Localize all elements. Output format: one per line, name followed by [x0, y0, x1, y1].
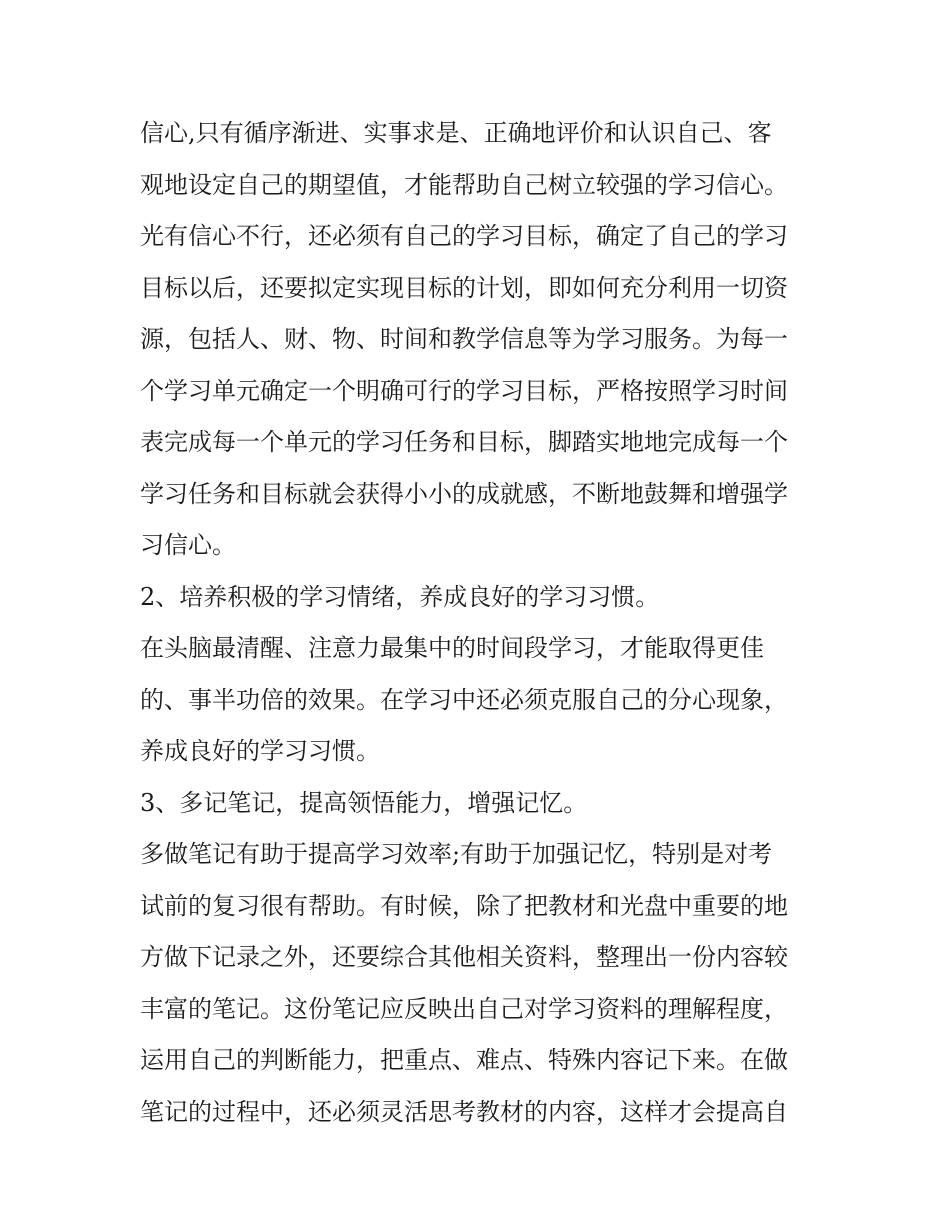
- text-line: 多做笔记有助于提高学习效率;有助于加强记忆，特别是对考: [140, 840, 773, 868]
- text-line: 方做下记录之外，还要综合其他相关资料，整理出一份内容较: [140, 943, 788, 971]
- text-line: 丰富的笔记。这份笔记应反映出自己对学习资料的理解程度，: [140, 994, 788, 1023]
- text-line: 观地设定自己的期望值，才能帮助自己树立较强的学习信心。: [140, 170, 788, 199]
- text-line: 运用自己的判断能力，把重点、难点、特殊内容记下来。在做: [140, 1046, 788, 1074]
- text-line: 习信心。: [140, 531, 236, 559]
- text-line: 笔记的过程中，还必须灵活思考教材的内容，这样才会提高自: [140, 1097, 788, 1126]
- text-line: 表完成每一个单元的学习任务和目标，脚踏实地地完成每一个: [140, 428, 788, 456]
- text-line: 光有信心不行，还必须有自己的学习目标，确定了自己的学习: [140, 222, 788, 250]
- text-line: 在头脑最清醒、注意力最集中的时间段学习，才能取得更佳: [140, 634, 764, 662]
- text-line: 学习任务和目标就会获得小小的成就感，不断地鼓舞和增强学: [140, 479, 788, 508]
- section-heading: 3、多记笔记，提高领悟能力，增强记忆。: [140, 788, 588, 817]
- section-heading: 2、培养积极的学习情绪，养成良好的学习习惯。: [140, 582, 660, 611]
- text-line: 的、事半功倍的效果。在学习中还必须克服自己的分心现象，: [140, 685, 788, 714]
- text-line: 试前的复习很有帮助。有时候，除了把教材和光盘中重要的地: [140, 891, 788, 920]
- text-line: 目标以后，还要拟定实现目标的计划，即如何充分利用一切资: [140, 273, 788, 302]
- text-line: 个学习单元确定一个明确可行的学习目标，严格按照学习时间: [140, 376, 788, 405]
- text-line: 源，包括人、财、物、时间和教学信息等为学习服务。为每一: [140, 325, 788, 353]
- text-line: 信心,只有循序渐进、实事求是、正确地评价和认识自己、客: [140, 119, 772, 147]
- text-line: 养成良好的学习习惯。: [140, 737, 380, 765]
- document-body: [140, 108, 820, 1138]
